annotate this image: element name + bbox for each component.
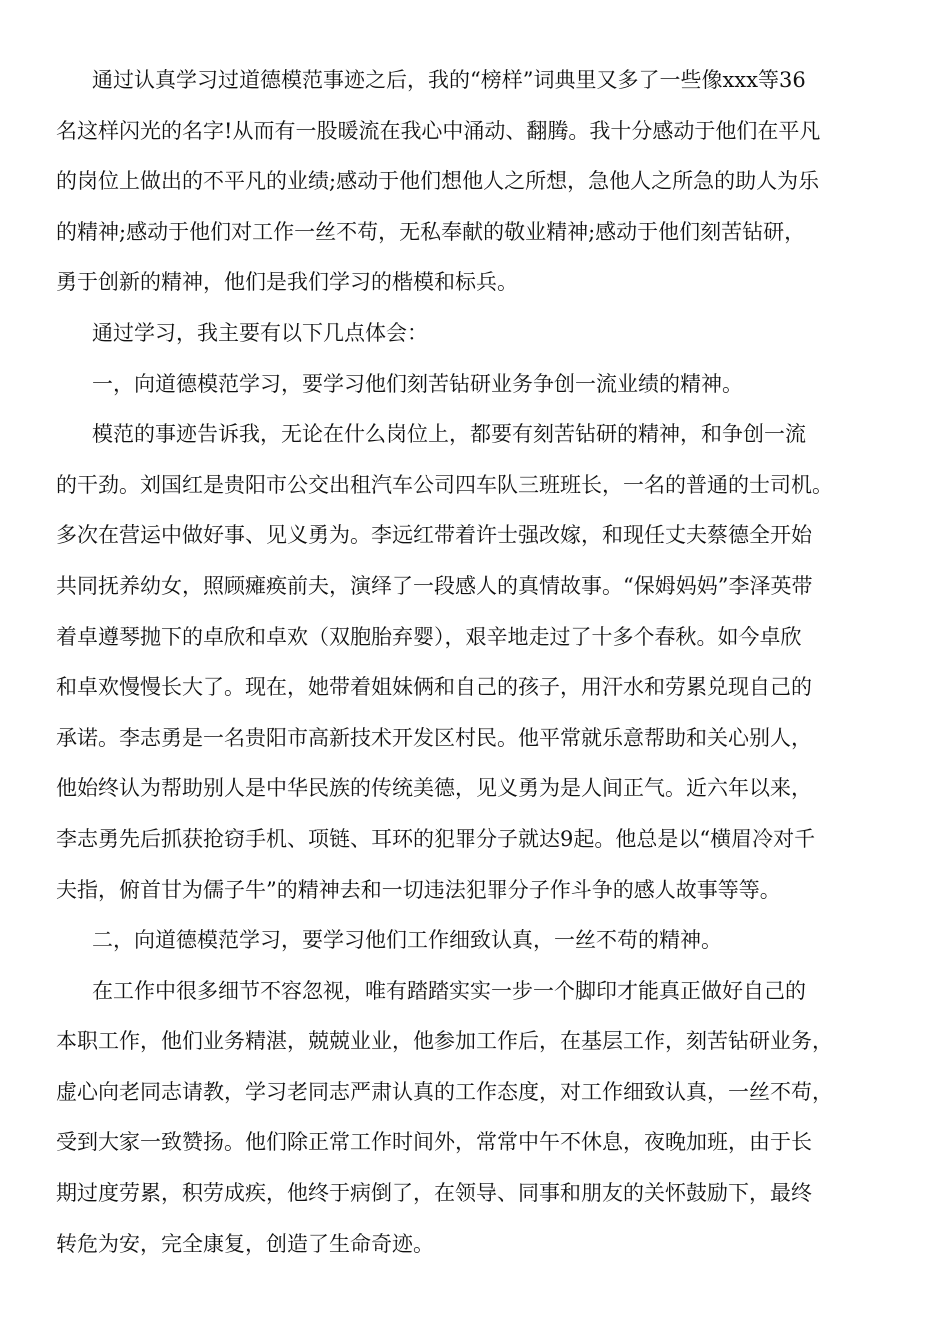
text-line: 的精神;感动于他们对工作一丝不苟，无私奉献的敬业精神;感动于他们刻苦钻研，	[56, 219, 806, 244]
text-line: 转危为安，完全康复，创造了生命奇迹。	[56, 1231, 434, 1256]
text-line: 着卓遵琴抛下的卓欣和卓欢（双胞胎弃婴），艰辛地走过了十多个春秋。如今卓欣	[56, 624, 802, 649]
text-line: 通过学习，我主要有以下几点体会：	[92, 320, 428, 345]
text-line: 受到大家一致赞扬。他们除正常工作时间外，常常中午不休息，夜晚加班，由于长	[56, 1130, 812, 1155]
text-line: 承诺。李志勇是一名贵阳市高新技术开发区村民。他平常就乐意帮助和关心别人，	[56, 725, 812, 750]
text-line: 李志勇先后抓获抢窃手机、项链、耳环的犯罪分子就达9起。他总是以“横眉冷对千	[56, 826, 816, 851]
text-line: 的岗位上做出的不平凡的业绩;感动于他们想他人之所想，急他人之所急的助人为乐	[56, 169, 820, 194]
text-line: 和卓欢慢慢长大了。现在，她带着姐妹俩和自己的孩子，用汗水和劳累兑现自己的	[56, 675, 812, 700]
text-line: 勇于创新的精神，他们是我们学习的楷模和标兵。	[56, 270, 518, 295]
text-line: 通过认真学习过道德模范事迹之后，我的“榜样”词典里又多了一些像xxx等36	[92, 68, 806, 92]
section-heading: 二，向道德模范学习，要学习他们工作细致认真，一丝不苟的精神。	[92, 928, 722, 953]
text-line: 共同抚养幼女，照顾瘫痪前夫，演绎了一段感人的真情故事。“保姆妈妈”李泽英带	[56, 573, 813, 598]
text-line: 虚心向老同志请教，学习老同志严肃认真的工作态度，对工作细致认真，一丝不苟，	[56, 1079, 833, 1104]
text-line: 的干劲。刘国红是贵阳市公交出租汽车公司四车队三班班长，一名的普通的士司机。	[56, 472, 833, 497]
text-line: 模范的事迹告诉我，无论在什么岗位上，都要有刻苦钻研的精神，和争创一流	[92, 422, 806, 447]
text-line: 本职工作，他们业务精湛，兢兢业业，他参加工作后，在基层工作，刻苦钻研业务，	[56, 1029, 833, 1054]
section-heading: 一，向道德模范学习，要学习他们刻苦钻研业务争创一流业绩的精神。	[92, 371, 743, 396]
text-line: 在工作中很多细节不容忽视，唯有踏踏实实一步一个脚印才能真正做好自己的	[92, 978, 806, 1003]
document-body	[56, 55, 911, 1269]
text-line: 夫指，俯首甘为儒子牛”的精神去和一切违法犯罪分子作斗争的感人故事等等。	[56, 877, 781, 902]
text-line: 期过度劳累，积劳成疾，他终于病倒了，在领导、同事和朋友的关怀鼓励下，最终	[56, 1181, 812, 1206]
text-line: 多次在营运中做好事、见义勇为。李远红带着许士强改嫁，和现任丈夫蔡德全开始	[56, 523, 812, 548]
text-line: 名这样闪光的名字!从而有一股暖流在我心中涌动、翻腾。我十分感动于他们在平凡	[56, 118, 821, 143]
text-line: 他始终认为帮助别人是中华民族的传统美德，见义勇为是人间正气。近六年以来，	[56, 776, 812, 801]
